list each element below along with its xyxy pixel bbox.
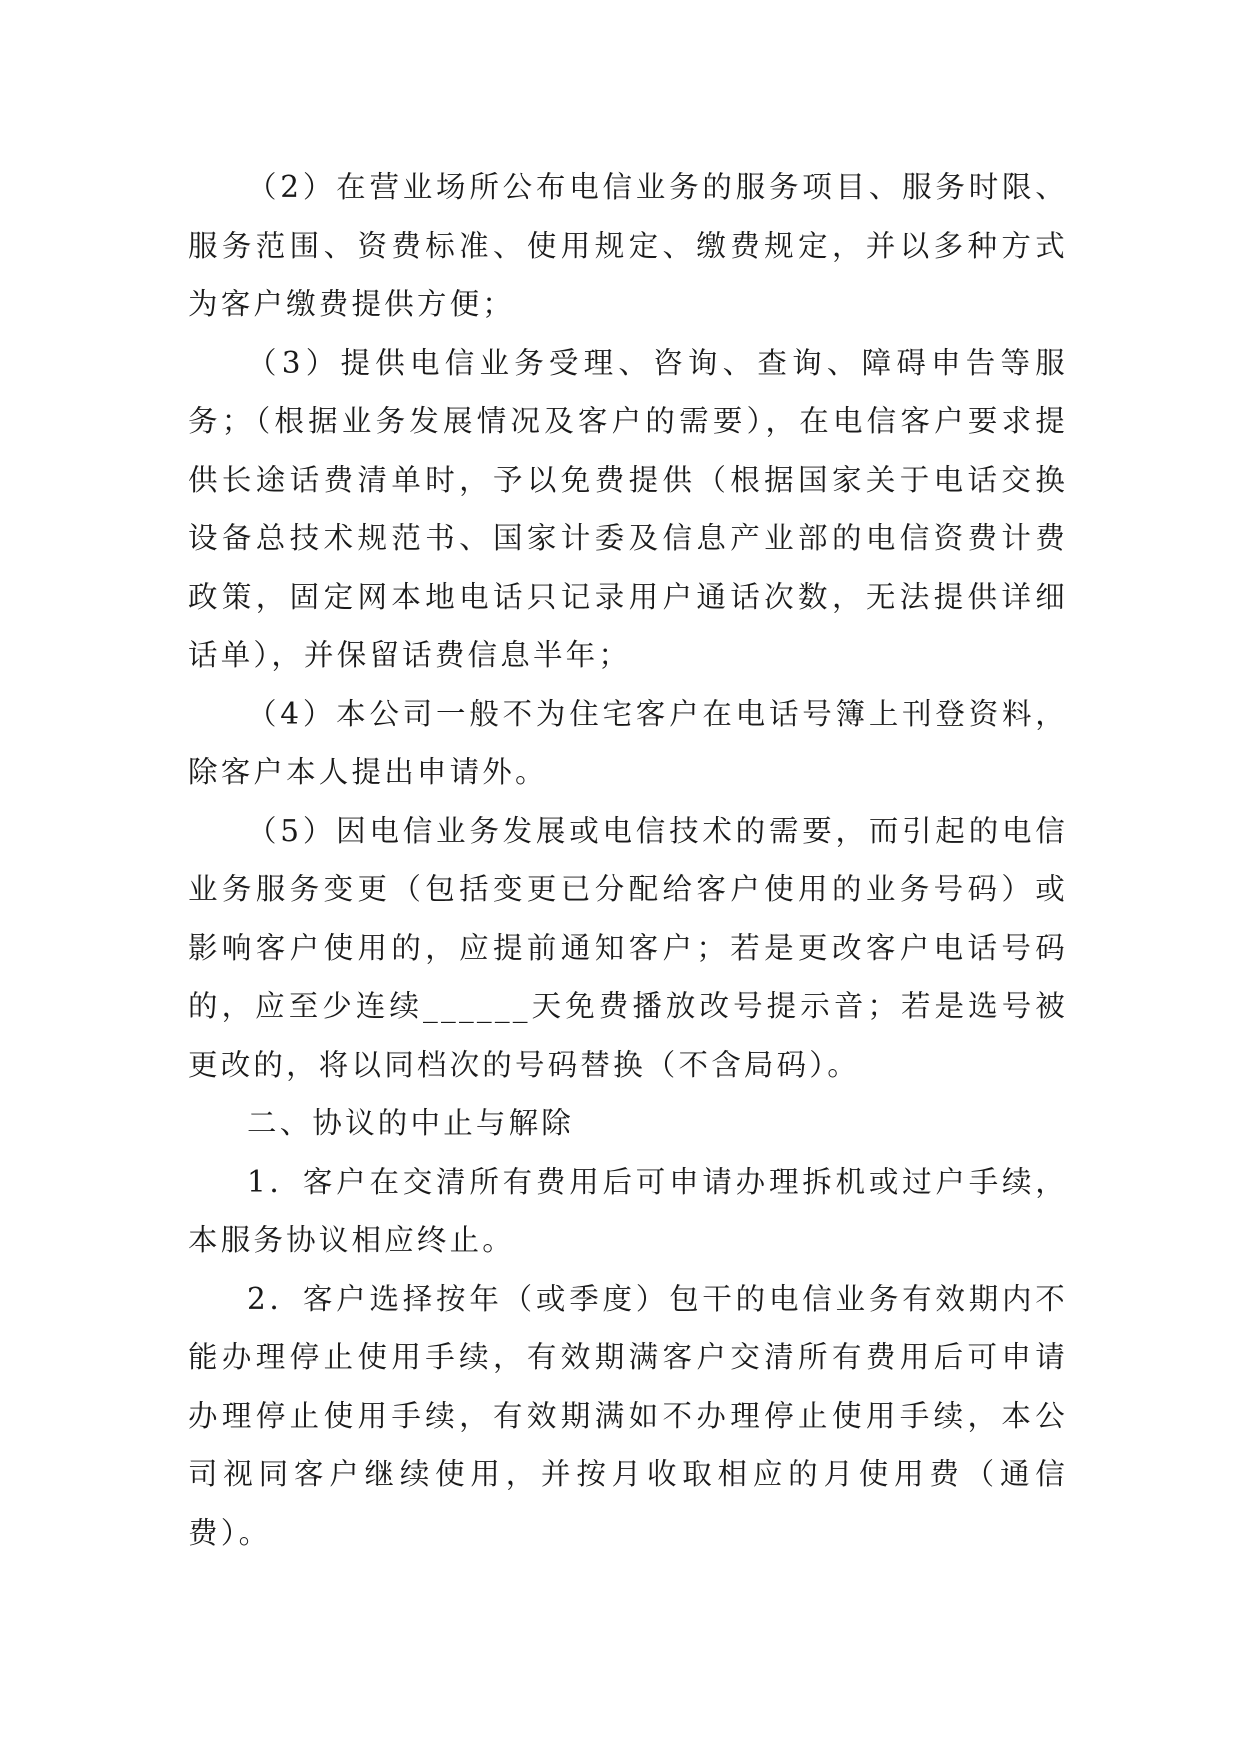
- paragraph-item-5: （5）因电信业务发展或电信技术的需要，而引起的电信业务服务变更（包括变更已分配给客户使用的业务号码）或影响客户使用的，应提前通知客户；若是更改客户电话号码的，应至少连续______天免费播放改号提示音；若是选号被更改的，将以同档次的号码替换（不含局码）。: [188, 813, 1068, 1082]
- section-heading: 二、协议的中止与解除: [247, 1106, 575, 1140]
- document-body: [188, 158, 1068, 1562]
- clause-2: 2．客户选择按年（或季度）包干的电信业务有效期内不能办理停止使用手续，有效期满客户交清所有费用后可申请办理停止使用手续，有效期满如不办理停止使用手续，本公司视同客户继续使用，并按月收取相应的月使用费（通信费）。: [188, 1281, 1068, 1550]
- paragraph-item-3: （3）提供电信业务受理、咨询、查询、障碍申告等服务；（根据业务发展情况及客户的需要），在电信客户要求提供长途话费清单时，予以免费提供（根据国家关于电话交换设备总技术规范书、国家计委及信息产业部的电信资费计费政策，固定网本地电话只记录用户通话次数，无法提供详细话单），并保留话费信息半年；: [188, 345, 1068, 672]
- paragraph-item-4: （4）本公司一般不为住宅客户在电话号簿上刊登资料，除客户本人提出申请外。: [188, 696, 1068, 789]
- clause-1: 1．客户在交清所有费用后可申请办理拆机或过户手续，本服务协议相应终止。: [188, 1164, 1068, 1257]
- paragraph-item-2: （2）在营业场所公布电信业务的服务项目、服务时限、服务范围、资费标准、使用规定、缴费规定，并以多种方式为客户缴费提供方便；: [188, 170, 1068, 321]
